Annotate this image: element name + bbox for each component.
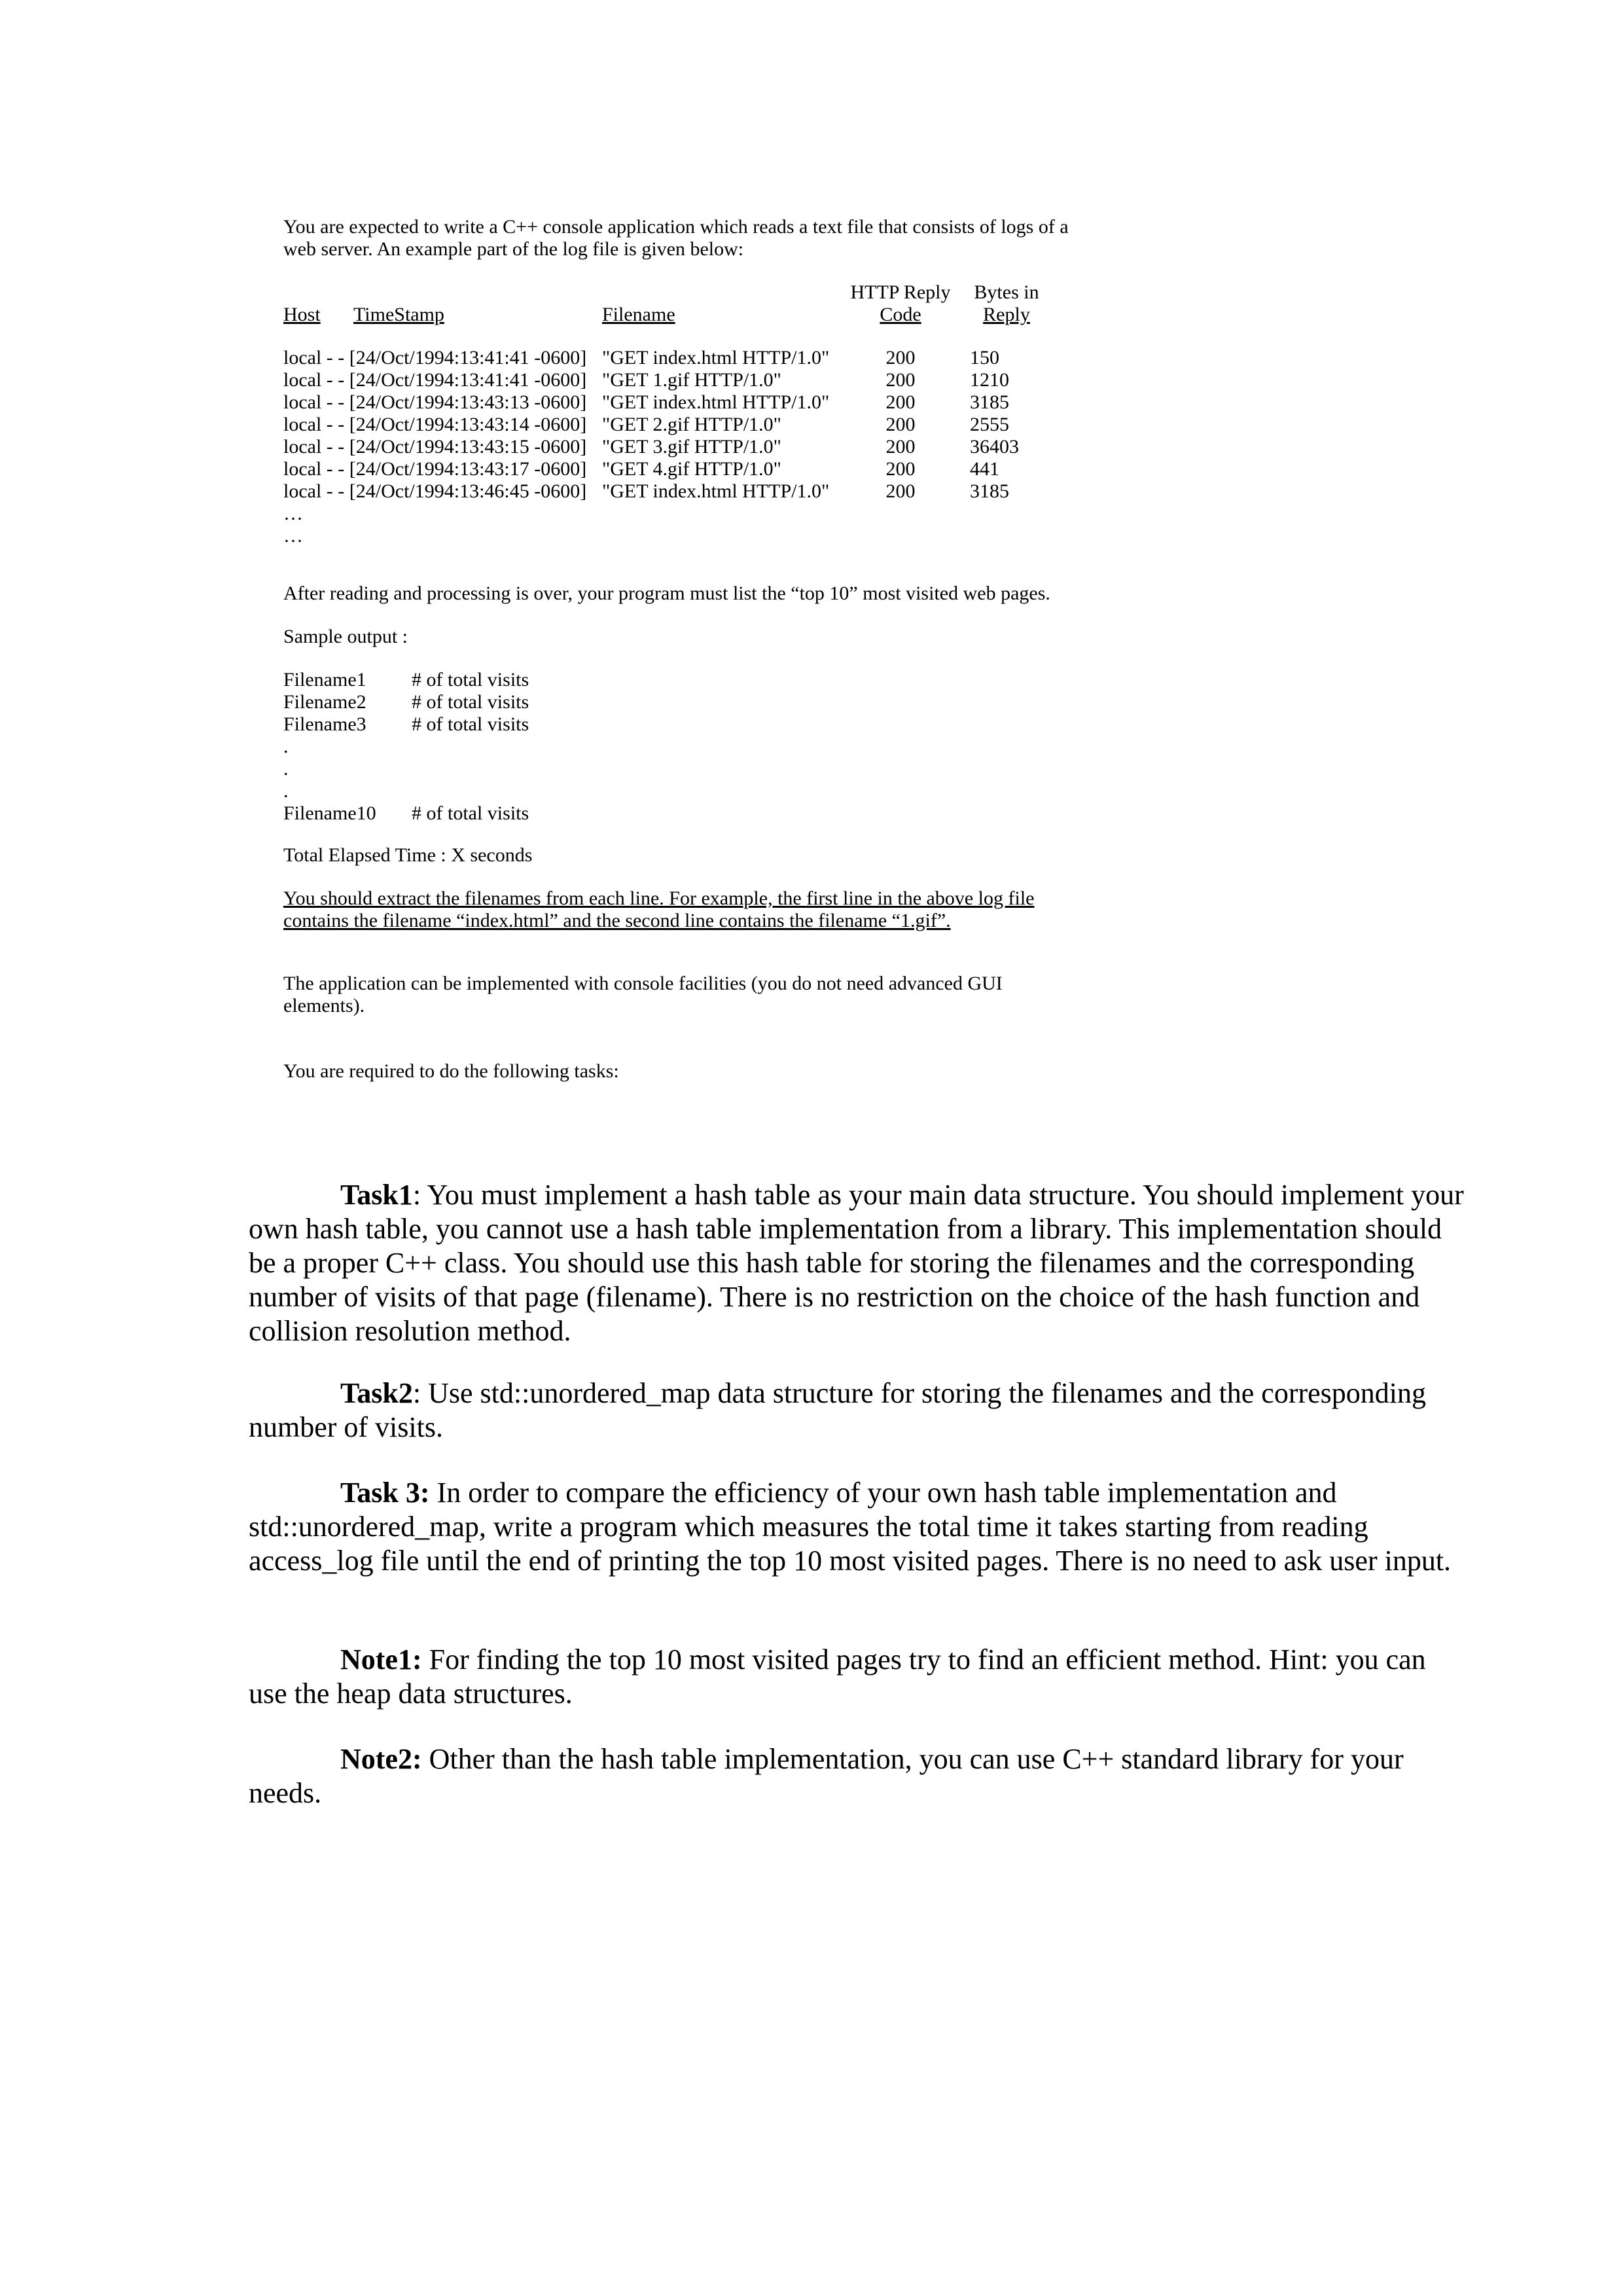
sample-row xyxy=(283,669,529,691)
task3-text: In order to compare the efficiency of your own hash table implementation and std::unordered_map, write a program which measures the total time it takes starting from reading access_log file until the end of printing the top 10 most visited pages. There is no need to ask user input. xyxy=(249,1477,1452,1577)
tasks-intro xyxy=(283,1060,1101,1083)
row-filename: "GET 2.gif HTTP/1.0" xyxy=(602,414,781,435)
note2-paragraph xyxy=(249,1742,1466,1810)
task1-paragraph xyxy=(249,1178,1466,1348)
task3-paragraph xyxy=(249,1476,1466,1578)
after-reading-paragraph xyxy=(283,583,1101,605)
sample-visits: # of total visits xyxy=(412,713,529,735)
header-host: Host xyxy=(283,304,321,325)
sample-visits: # of total visits xyxy=(412,669,529,691)
elapsed-block xyxy=(283,844,1101,867)
row-bytes: 2555 xyxy=(970,414,1009,435)
row-bytes: 3185 xyxy=(970,480,1009,502)
sample-visits: # of total visits xyxy=(412,802,529,824)
after-reading-text: After reading and processing is over, your program must list the “top 10” most visited web pages. xyxy=(283,583,1050,604)
console-note-line-2: elements). xyxy=(283,995,365,1016)
note1-label: Note1: xyxy=(340,1643,422,1676)
extract-note-line-2: contains the filename “index.html” and the second line contains the filename “1.gif”. xyxy=(283,910,951,931)
row-host-time: local - - [24/Oct/1994:13:46:45 -0600] xyxy=(283,480,587,502)
note2-label: Note2: xyxy=(340,1743,422,1775)
row-bytes: 1210 xyxy=(970,369,1009,391)
note1-paragraph xyxy=(249,1643,1466,1711)
task2-label: Task2 xyxy=(340,1377,413,1409)
table-row xyxy=(283,458,1095,480)
row-code: 200 xyxy=(885,458,916,480)
row-code: 200 xyxy=(885,391,916,413)
sample-filename: Filename2 xyxy=(283,691,366,713)
row-code: 200 xyxy=(885,369,916,391)
task2-paragraph xyxy=(249,1376,1466,1444)
intro-line-1: You are expected to write a C++ console application which reads a text file that consists of logs of a xyxy=(283,216,1069,238)
sample-filename: Filename10 xyxy=(283,802,376,824)
table-row xyxy=(283,436,1095,458)
row-code: 200 xyxy=(885,347,916,368)
header-bytes-line2: Reply xyxy=(983,304,1030,325)
sample-label-block xyxy=(283,626,1101,648)
row-host-time: local - - [24/Oct/1994:13:43:14 -0600] xyxy=(283,414,587,435)
row-host-time: local - - [24/Oct/1994:13:43:15 -0600] xyxy=(283,436,587,457)
log-table-header xyxy=(283,281,1095,327)
note2-text: Other than the hash table implementation, you can use C++ standard library for your needs. xyxy=(249,1743,1404,1809)
row-bytes: 36403 xyxy=(970,436,1019,457)
extract-note-line-1: You should extract the filenames from each line. For example, the first line in the above log file xyxy=(283,888,1035,909)
log-ellipsis: … xyxy=(283,525,303,547)
log-ellipsis: … xyxy=(283,503,303,524)
task1-label: Task1 xyxy=(340,1179,413,1211)
table-row xyxy=(283,369,1095,391)
sample-dot: . xyxy=(283,780,289,802)
row-code: 200 xyxy=(885,480,916,502)
elapsed-time-text: Total Elapsed Time : X seconds xyxy=(283,844,533,866)
sample-dot: . xyxy=(283,736,289,757)
intro-line-2: web server. An example part of the log file is given below: xyxy=(283,238,744,260)
row-filename: "GET 4.gif HTTP/1.0" xyxy=(602,458,781,480)
log-table-rows xyxy=(283,347,1095,547)
header-filename: Filename xyxy=(602,304,675,325)
header-reply-code-line2: Code xyxy=(880,304,921,325)
table-row xyxy=(283,391,1095,414)
row-code: 200 xyxy=(885,436,916,457)
sample-row xyxy=(283,802,529,825)
console-note xyxy=(283,973,1101,1017)
sample-row xyxy=(283,691,529,713)
task2-text: : Use std::unordered_map data structure for storing the filenames and the corresponding number of visits. xyxy=(249,1377,1427,1443)
sample-row xyxy=(283,713,529,736)
row-host-time: local - - [24/Oct/1994:13:41:41 -0600] xyxy=(283,347,587,368)
header-timestamp: TimeStamp xyxy=(353,304,444,325)
header-reply-code-line1: HTTP Reply xyxy=(850,281,951,303)
tasks-intro-text: You are required to do the following tasks: xyxy=(283,1060,619,1082)
sample-filename: Filename1 xyxy=(283,669,366,691)
row-code: 200 xyxy=(885,414,916,435)
row-bytes: 150 xyxy=(970,347,999,368)
row-bytes: 441 xyxy=(970,458,999,480)
sample-output-label: Sample output : xyxy=(283,626,408,647)
intro-paragraph xyxy=(283,216,1101,260)
row-host-time: local - - [24/Oct/1994:13:43:13 -0600] xyxy=(283,391,587,413)
row-filename: "GET index.html HTTP/1.0" xyxy=(602,347,830,368)
row-filename: "GET index.html HTTP/1.0" xyxy=(602,480,830,502)
table-row xyxy=(283,347,1095,369)
note1-text: For finding the top 10 most visited pages try to find an efficient method. Hint: you can use the heap data structures. xyxy=(249,1643,1426,1710)
task1-text: : You must implement a hash table as your main data structure. You should implement your own hash table, you cannot use a hash table implementation from a library. This implementation should be a proper C++ class. You should use this hash table for storing the filenames and the corresponding number of visits of that page (filename). There is no restriction on the choice of the hash function and collision resolution method. xyxy=(249,1179,1464,1347)
sample-visits: # of total visits xyxy=(412,691,529,713)
row-host-time: local - - [24/Oct/1994:13:41:41 -0600] xyxy=(283,369,587,391)
table-row xyxy=(283,480,1095,503)
header-bytes-line1: Bytes in xyxy=(974,281,1039,303)
row-bytes: 3185 xyxy=(970,391,1009,413)
sample-dot: . xyxy=(283,758,289,780)
row-filename: "GET index.html HTTP/1.0" xyxy=(602,391,830,413)
row-filename: "GET 3.gif HTTP/1.0" xyxy=(602,436,781,457)
task3-label: Task 3: xyxy=(340,1477,430,1509)
row-host-time: local - - [24/Oct/1994:13:43:17 -0600] xyxy=(283,458,587,480)
extract-note xyxy=(283,888,1101,932)
sample-filename: Filename3 xyxy=(283,713,366,735)
sample-output xyxy=(283,669,529,825)
console-note-line-1: The application can be implemented with console facilities (you do not need advanced GUI xyxy=(283,973,1003,994)
table-row xyxy=(283,414,1095,436)
row-filename: "GET 1.gif HTTP/1.0" xyxy=(602,369,781,391)
